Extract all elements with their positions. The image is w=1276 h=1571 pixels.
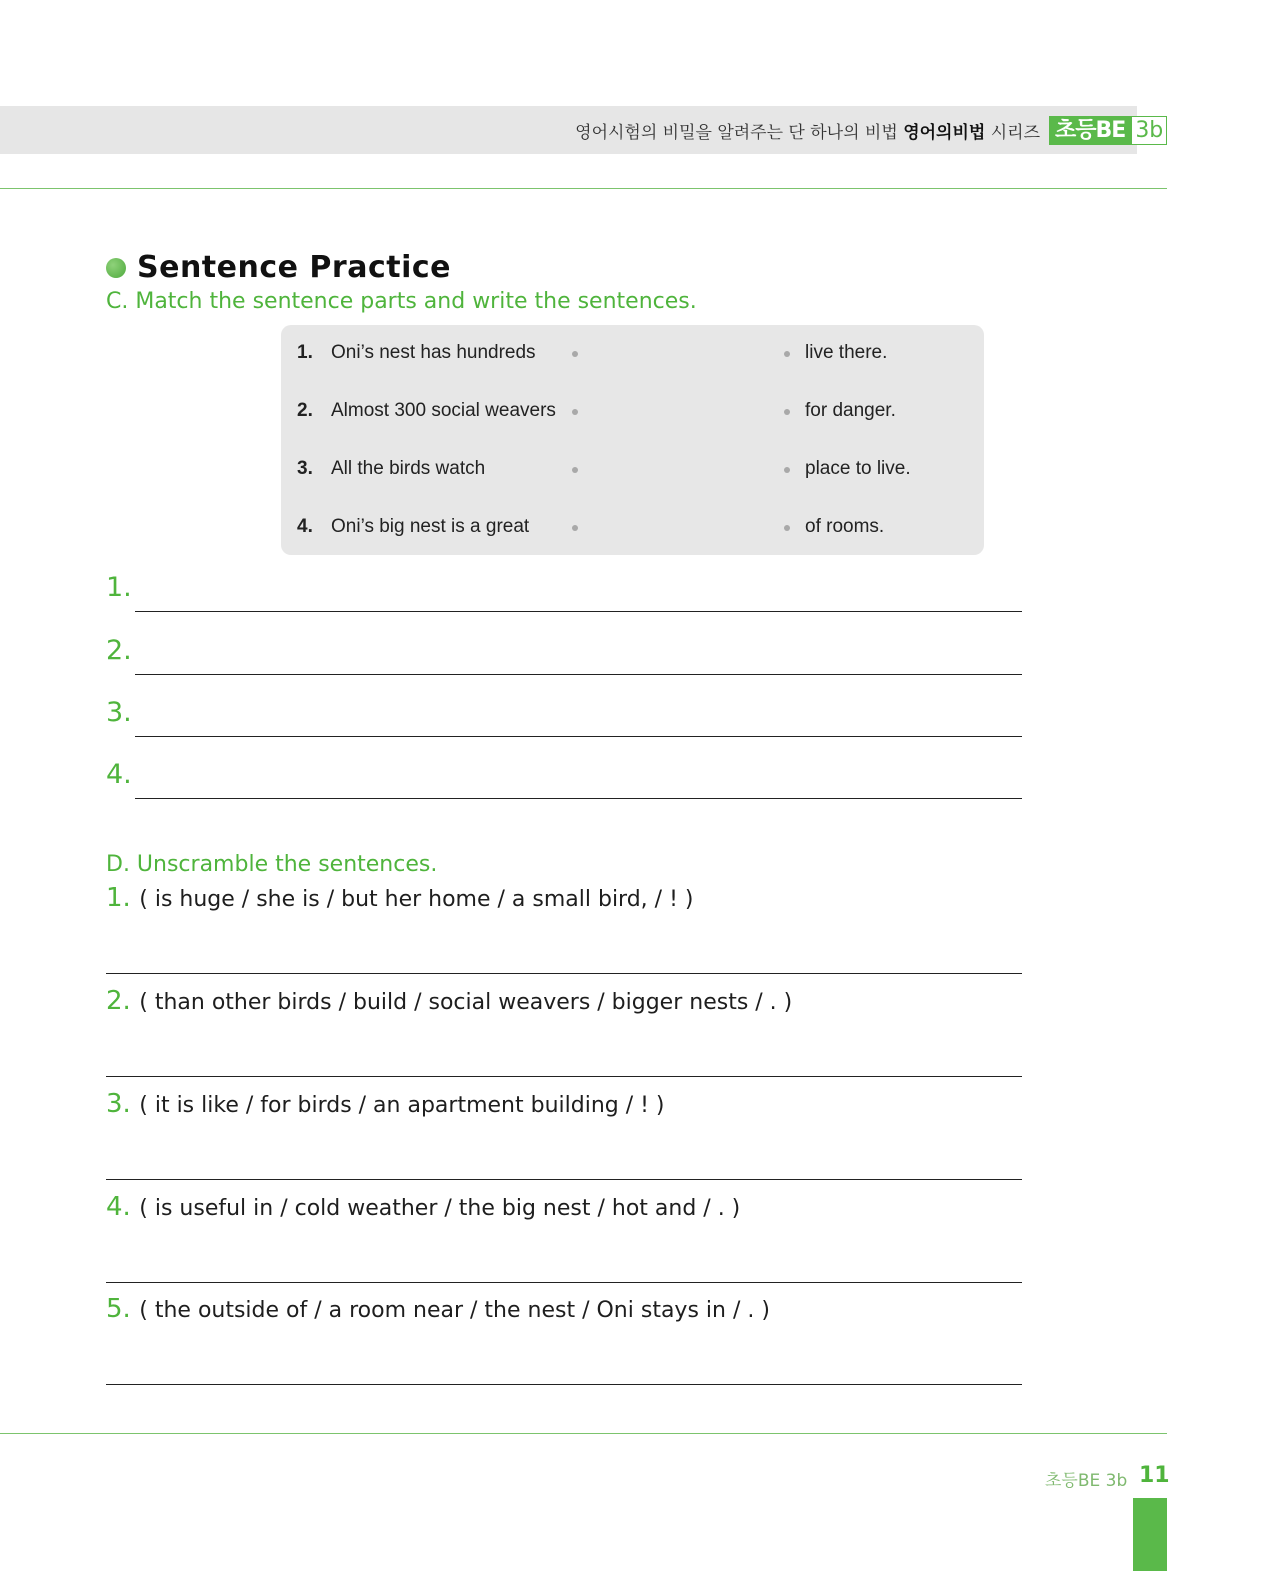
footer-divider — [0, 1433, 1167, 1434]
answer-line[interactable] — [106, 973, 1022, 974]
unscramble-prompt: ( than other birds / build / social weavers / bigger nests / . ) — [139, 990, 793, 1015]
instruction-c: C. Match the sentence parts and write the sentences. — [106, 289, 697, 314]
answer-number: 3. — [106, 697, 132, 728]
answer-line[interactable] — [135, 611, 1022, 612]
answer-number: 4. — [106, 759, 132, 790]
match-left-dot[interactable] — [572, 467, 578, 473]
match-right-dot[interactable] — [784, 525, 790, 531]
header-divider — [0, 188, 1167, 189]
tagline-prefix: 영어시험의 비밀을 알려주는 단 하나의 비법 — [575, 123, 898, 143]
match-number: 2. — [297, 400, 313, 421]
match-right-text: of rooms. — [805, 516, 885, 537]
answer-line[interactable] — [135, 674, 1022, 675]
answer-line[interactable] — [106, 1076, 1022, 1077]
answer-line-row[interactable] — [106, 572, 1022, 612]
unscramble-number: 2. — [106, 986, 131, 1016]
match-number: 4. — [297, 516, 313, 537]
answer-line-row[interactable] — [106, 697, 1022, 737]
answer-line-row[interactable] — [106, 635, 1022, 675]
unscramble-item — [106, 1089, 1022, 1119]
series-tagline — [575, 118, 1040, 143]
page-tab — [1133, 1498, 1167, 1571]
match-right-text: live there. — [805, 342, 888, 363]
match-right-text: for danger. — [805, 400, 896, 421]
green-bullet-icon — [106, 258, 126, 278]
instruction-d: D. Unscramble the sentences. — [106, 852, 438, 877]
footer-series: 초등BE 3b — [1045, 1471, 1128, 1491]
answer-line-row[interactable] — [106, 759, 1022, 799]
match-row — [281, 458, 984, 488]
match-number: 3. — [297, 458, 313, 479]
unscramble-item — [106, 986, 1022, 1016]
match-right-dot[interactable] — [784, 351, 790, 357]
match-row — [281, 516, 984, 546]
match-left-dot[interactable] — [572, 525, 578, 531]
match-left-text: Oni’s big nest is a great — [331, 516, 530, 537]
tagline-suffix: 시리즈 — [990, 123, 1040, 143]
matching-box — [281, 325, 984, 555]
match-row — [281, 400, 984, 430]
page-number: 11 — [1139, 1463, 1170, 1488]
unscramble-number: 4. — [106, 1192, 131, 1222]
unscramble-item — [106, 883, 1022, 913]
match-row — [281, 342, 984, 372]
series-badge — [1049, 116, 1167, 145]
unscramble-prompt: ( the outside of / a room near / the nest / Oni stays in / . ) — [139, 1298, 770, 1323]
series-badge-main: 초등BE — [1049, 116, 1131, 145]
unscramble-prompt: ( is useful in / cold weather / the big nest / hot and / . ) — [139, 1196, 741, 1221]
unscramble-prompt: ( is huge / she is / but her home / a small bird, / ! ) — [139, 887, 694, 912]
answer-number: 1. — [106, 572, 132, 603]
section-title: Sentence Practice — [137, 250, 451, 285]
match-left-text: Almost 300 social weavers — [331, 400, 556, 421]
answer-line[interactable] — [106, 1282, 1022, 1283]
match-left-dot[interactable] — [572, 409, 578, 415]
answer-line[interactable] — [135, 798, 1022, 799]
answer-line[interactable] — [135, 736, 1022, 737]
match-right-text: place to live. — [805, 458, 911, 479]
unscramble-prompt: ( it is like / for birds / an apartment building / ! ) — [139, 1093, 665, 1118]
match-left-text: All the birds watch — [331, 458, 486, 479]
answer-line[interactable] — [106, 1384, 1022, 1385]
match-right-dot[interactable] — [784, 467, 790, 473]
section-heading — [106, 250, 451, 285]
match-right-dot[interactable] — [784, 409, 790, 415]
answer-number: 2. — [106, 635, 132, 666]
tagline-brand: 영어의비법 — [903, 123, 986, 143]
match-number: 1. — [297, 342, 313, 363]
match-left-text: Oni’s nest has hundreds — [331, 342, 536, 363]
unscramble-number: 5. — [106, 1294, 131, 1324]
unscramble-number: 3. — [106, 1089, 131, 1119]
unscramble-item — [106, 1192, 1022, 1222]
unscramble-item — [106, 1294, 1022, 1324]
unscramble-number: 1. — [106, 883, 131, 913]
series-badge-sub: 3b — [1131, 116, 1167, 145]
answer-line[interactable] — [106, 1179, 1022, 1180]
match-left-dot[interactable] — [572, 351, 578, 357]
